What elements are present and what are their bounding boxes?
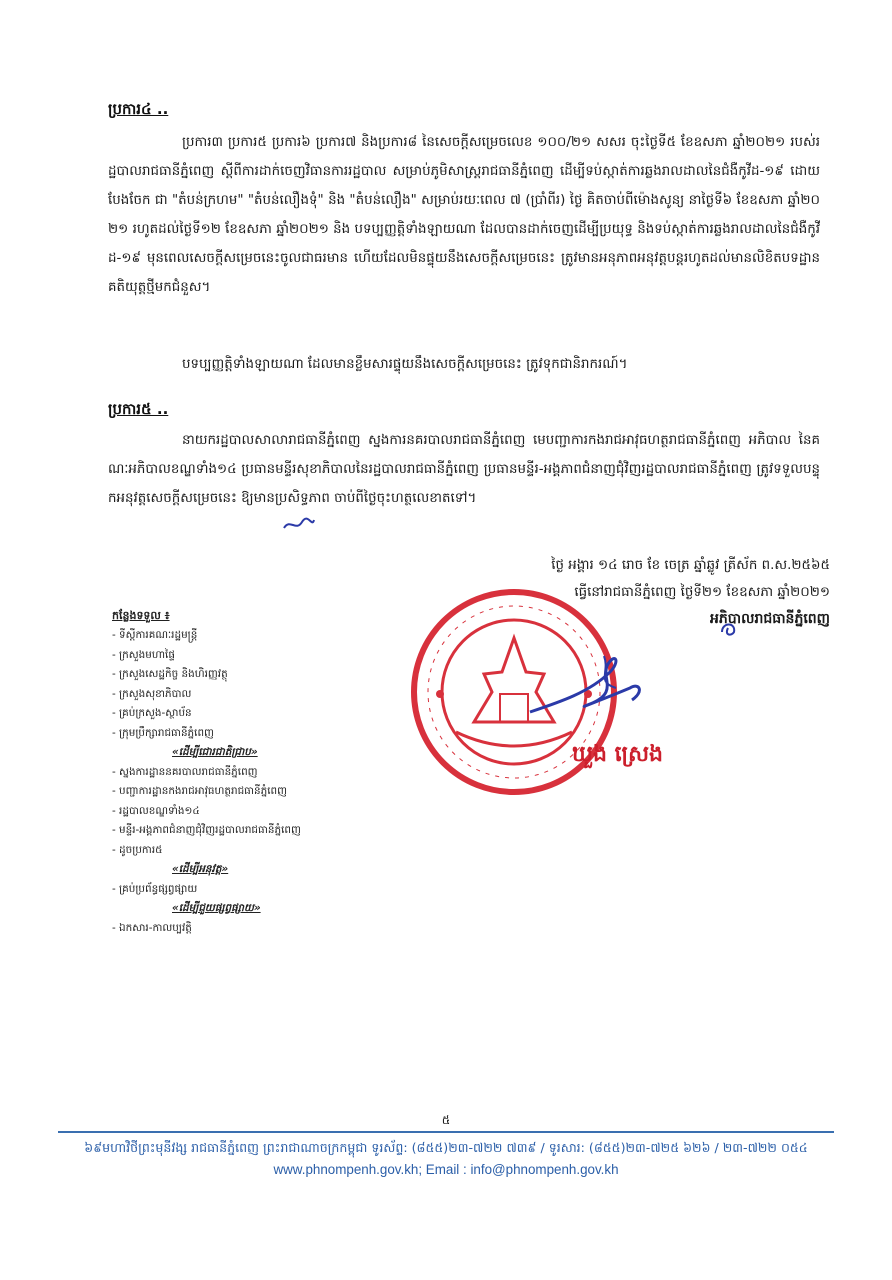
article-4-paragraph-2: បទប្បញ្ញត្តិទាំងឡាយណា ដែលមានខ្លឹមសារផ្ទុយនឹងសេចក្ដីសម្រេចនេះ ត្រូវទុកជានិរាករណ៍។	[182, 357, 628, 372]
recipient-item: - មន្ទីរ-អង្គភាពជំនាញជុំវិញរដ្ឋបាលរាជធានីភ្នំពេញ	[112, 824, 301, 836]
recipient-item: - គ្រប់ប្រព័ន្ធផ្សព្វផ្សាយ	[112, 882, 198, 895]
footer-divider	[58, 1131, 834, 1133]
recipient-item: - ក្រសួងមហាផ្ទៃ	[112, 648, 175, 661]
recipients-title: កន្លែងទទួល ៖	[112, 609, 170, 622]
recipient-item: - ក្រសួងសេដ្ឋកិច្ច និងហិរញ្ញវត្ថុ	[112, 668, 228, 680]
footer-address: ៦៩មហាវិថីព្រះមុនីវង្ស រាជធានីភ្នំពេញ ព្រះរាជាណាចក្រកម្ពុជា ទូរស័ព្ទ: (៨៥៥)២៣-៧២២ ៧៣៩ / ទូរសារ: (៨៥៥)២៣-៧២៥ ៦២៦ / ២៣-៧២២ ០៥៤	[84, 1140, 808, 1155]
recipient-item: - គ្រប់ក្រសួង-ស្ថាប័ន	[112, 707, 192, 719]
lunar-date: ថ្ងៃ អង្គារ ១៤ រោច ខែ ចេត្រ ឆ្នាំឆ្លូវ ត្រីស័ក ព.ស.២៥៦៥	[551, 558, 830, 573]
initial-mark-icon	[718, 620, 740, 638]
recipient-item: - ទីស្ដីការគណៈរដ្ឋមន្ត្រី	[112, 629, 198, 641]
solar-date: ធ្វើនៅរាជធានីភ្នំពេញ ថ្ងៃទី២១ ខែឧសភា ឆ្នាំ២០២១	[574, 585, 830, 600]
signatory-title: អភិបាលរាជធានីភ្នំពេញ	[710, 611, 830, 627]
recipient-item: - ដូចប្រការ៥	[112, 843, 163, 856]
signatory-name: ឃួង ស្រេង	[572, 742, 664, 767]
recipients-list	[112, 606, 392, 938]
recipient-item: - រដ្ឋបាលខណ្ឌទាំង១៤	[112, 804, 200, 817]
handwritten-signature-icon	[520, 652, 650, 722]
article-5-paragraph-1: នាយករដ្ឋបាលសាលារាជធានីភ្នំពេញ ស្នងការនគរបាលរាជធានីភ្នំពេញ មេបញ្ជាការកងរាជអាវុធហត្ថរាជធានីភ្នំពេញ អភិបាល នៃគណៈអភិបាលខណ្ឌទាំង១៤ ប្រធានមន្ទីរសុខាភិបាលនៃរដ្ឋបាលរាជធានីភ្នំពេញ ប្រធានមន្ទីរ-អង្គភាពជំនាញជុំវិញរដ្ឋបាលរាជធានីភ្នំពេញ ត្រូវទទួលបន្ទុកអនុវត្តសេចក្ដីសម្រេចនេះ ឱ្យមានប្រសិទ្ធភាព ចាប់ពីថ្ងៃចុះហត្ថលេខាតទៅ។	[108, 433, 820, 506]
recipient-item: - ក្រុមប្រឹក្សារាជធានីភ្នំពេញ	[112, 726, 214, 739]
recipient-group-label: «ដើម្បីជោរជាតិជ្រាប»	[172, 746, 258, 758]
article-5-heading: ប្រការ៥ ..	[108, 400, 169, 418]
page-number: ៥	[441, 1113, 451, 1127]
recipient-item: - បញ្ជាការដ្ឋានកងរាជអាវុធហត្ថរាជធានីភ្នំពេញ	[112, 785, 288, 797]
article-4-heading: ប្រការ៤ ..	[108, 100, 169, 118]
recipient-group-label: «ដើម្បីជួយផ្សព្វផ្សាយ»	[172, 902, 261, 914]
recipient-item: - ក្រសួងសុខាភិបាល	[112, 687, 192, 700]
recipient-item: - ឯកសារ-កាលប្បវត្តិ	[112, 921, 192, 934]
article-4-paragraph-1: ប្រការ៣ ប្រការ៥ ប្រការ៦ ប្រការ៧ និងប្រការ៨ នៃសេចក្ដីសម្រេចលេខ ១០០/២១ សសរ ចុះថ្ងៃទី៥ ខែឧសភា ឆ្នាំ២០២១ របស់រដ្ឋបាលរាជធានីភ្នំពេញ ស្ដីពីការដាក់ចេញវិធានការរដ្ឋបាល សម្រាប់ភូមិសាស្ត្ររាជធានីភ្នំពេញ ដើម្បីទប់ស្កាត់ការឆ្លងរាលដាលនៃជំងឺកូវីដ-១៩ ដោយ បែងចែក ជា "តំបន់ក្រហម" "តំបន់លឿងទុំ" និង "តំបន់លឿង" សម្រាប់រយៈពេល ៧ (ប្រាំពីរ) ថ្ងៃ គិតចាប់ពីម៉ោងសូន្យ នាថ្ងៃទី៦ ខែឧសភា ឆ្នាំ២០២១ រហូតដល់ថ្ងៃទី១២ ខែឧសភា ឆ្នាំ២០២១ និង បទប្បញ្ញត្តិទាំងឡាយណា ដែលបានដាក់ចេញដើម្បីប្រយុទ្ធ និងទប់ស្កាត់ការឆ្លងរាលដាលនៃជំងឺកូវីដ-១៩ មុនពេលសេចក្ដីសម្រេចនេះចូលជាធរមាន ហើយដែលមិនផ្ទុយនឹងសេចក្ដីសម្រេចនេះ ត្រូវមានអនុភាពអនុវត្តបន្តរហូតដល់មានលិខិតបទដ្ឋានគតិយុត្តថ្មីមកជំនួស។	[108, 135, 820, 295]
footer-contact: www.phnompenh.gov.kh; Email : info@phnompenh.gov.kh	[273, 1162, 619, 1177]
initial-mark-icon	[282, 516, 316, 534]
recipient-group-label: «ដើម្បីអនុវត្ត»	[172, 863, 229, 875]
recipient-item: - ស្នងការដ្ឋាននគរបាលរាជធានីភ្នំពេញ	[112, 765, 258, 778]
